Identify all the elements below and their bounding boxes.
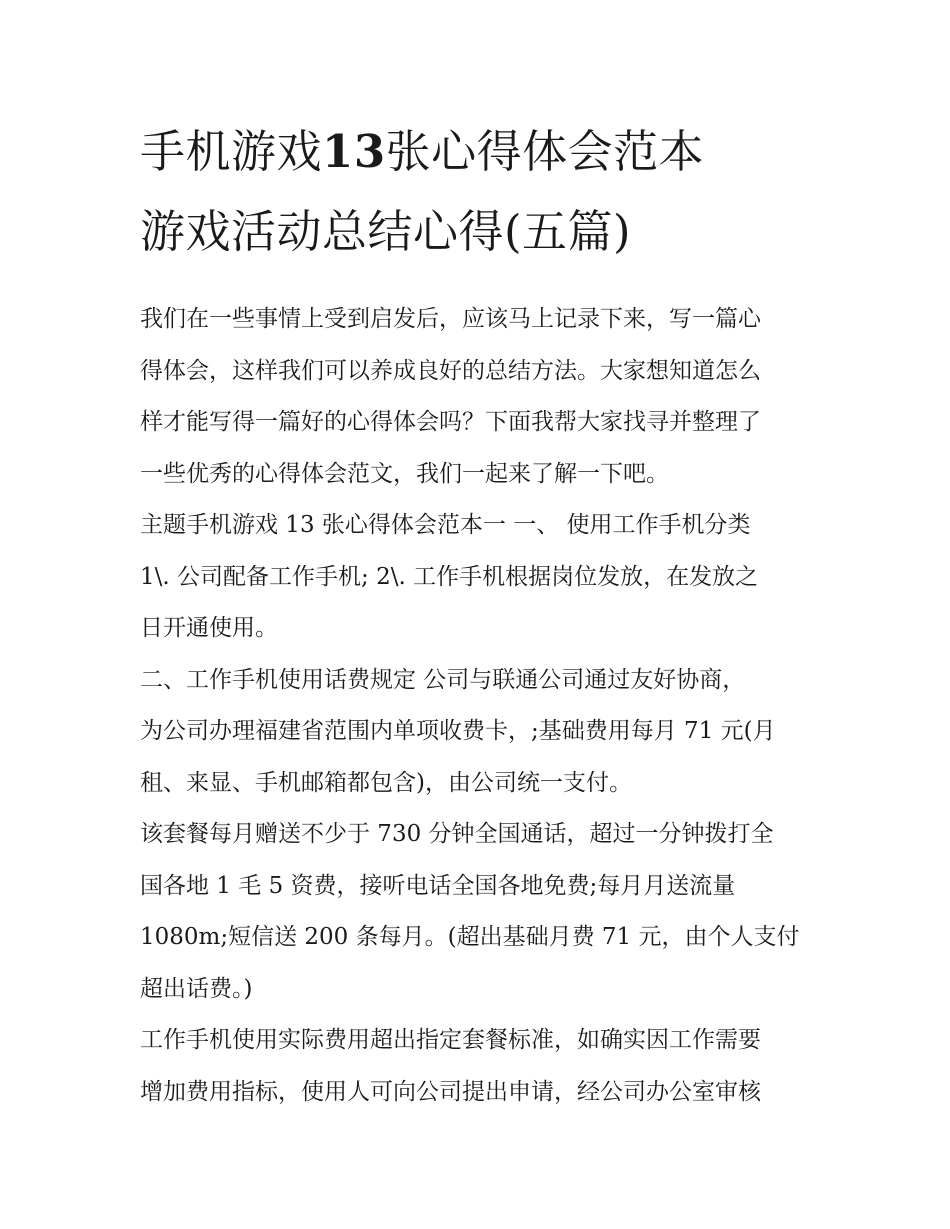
document-page (140, 112, 820, 1118)
text-line: 增加费用指标，使用人可向公司提出申请，经公司办公室审核 (140, 1078, 761, 1105)
text-line: 样才能写得一篇好的心得体会吗？下面我帮大家找寻并整理了 (140, 409, 761, 435)
paragraph-phone-category (140, 500, 820, 655)
text-line: 1\. 公司配备工作手机; 2\. 工作手机根据岗位发放，在发放之 (140, 563, 759, 590)
title-segment: 手机游戏 (140, 125, 323, 178)
text-line: 日开通使用。 (140, 615, 278, 641)
text-line: 1080m;短信送 200 条每月。(超出基础月费 71 元，由个人支付 (140, 924, 800, 950)
text-line: 一些优秀的心得体会范文，我们一起来了解一下吧。 (140, 460, 669, 487)
text-line: 租、来显、手机邮箱都包含)，由公司统一支付。 (140, 769, 632, 796)
text-line: 我们在一些事情上受到启发后，应该马上记录下来，写一篇心 (140, 306, 761, 332)
text-line: 工作手机使用实际费用超出指定套餐标准，如确实因工作需要 (140, 1027, 761, 1053)
text-line: 超出话费。) (140, 975, 253, 1002)
text-line: 为公司办理福建省范围内单项收费卡，;基础费用每月 71 元(月 (140, 718, 776, 744)
title-line-1 (140, 112, 820, 192)
title-number: 13 (322, 125, 386, 178)
document-title (140, 112, 820, 272)
text-line: 该套餐每月赠送不少于 730 分钟全国通话，超过一分钟拨打全 (140, 821, 774, 847)
paragraph-fee-rules (140, 655, 820, 810)
text-line: 国各地 1 毛 5 资费，接听电话全国各地免费;每月月送流量 (140, 872, 736, 899)
paragraph-extra-fees (140, 1015, 820, 1118)
text-line: 得体会，这样我们可以养成良好的总结方法。大家想知道怎么 (140, 357, 761, 384)
text-line: 主题手机游戏 13 张心得体会范本一 一、 使用工作手机分类 (140, 512, 751, 538)
paragraph-package-details (140, 809, 820, 1015)
text-line: 二、工作手机使用话费规定 公司与联通公司通过友好协商， (140, 666, 746, 693)
title-line-2: 游戏活动总结心得(五篇) (140, 205, 632, 258)
document-body (140, 294, 820, 1118)
paragraph-intro (140, 294, 820, 500)
title-segment: 张心得体会范本 (385, 125, 705, 178)
